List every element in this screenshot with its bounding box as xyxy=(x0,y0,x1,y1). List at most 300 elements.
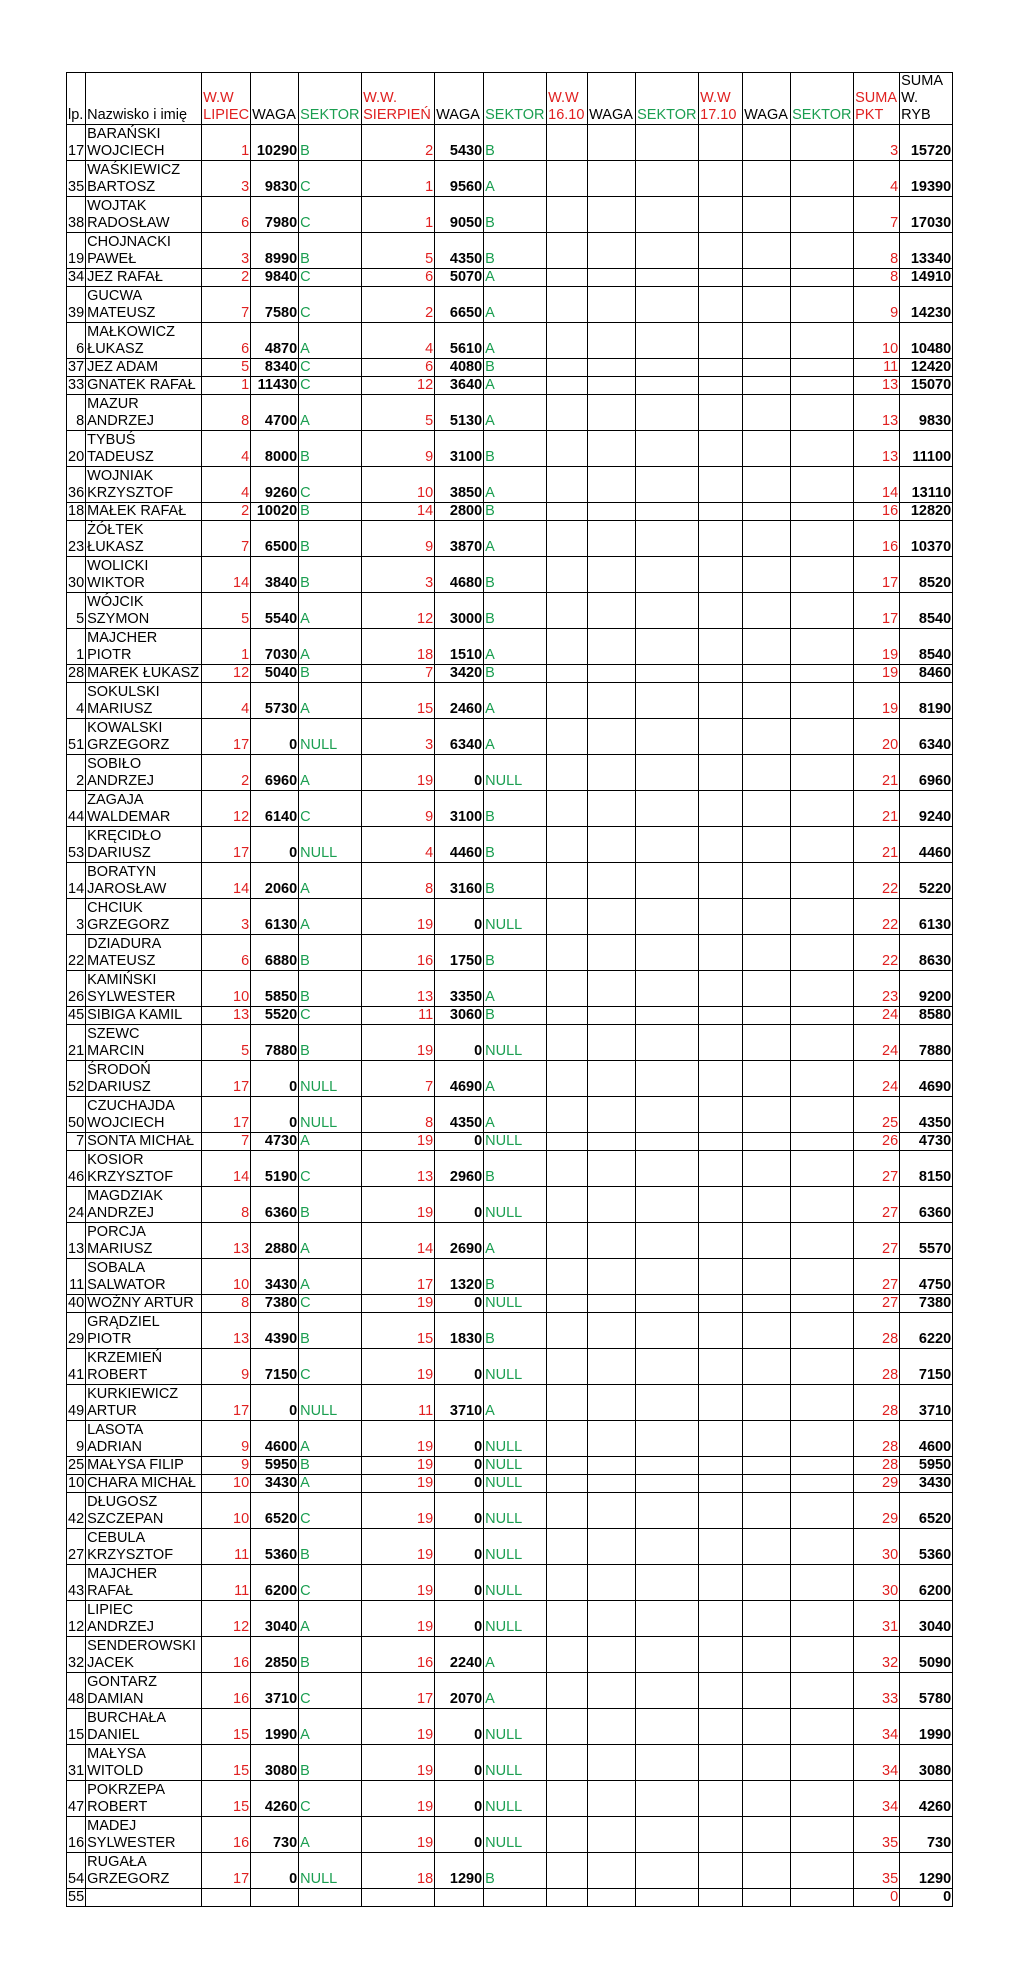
name-cell: KRZEMIEŃ ROBERT xyxy=(86,1349,202,1385)
suma-pkt-cell: 33 xyxy=(854,1673,900,1709)
lp-cell: 32 xyxy=(67,1637,86,1673)
suma-ryb-cell: 6130 xyxy=(900,899,953,935)
sektor-2-cell: A xyxy=(484,971,547,1007)
table-row xyxy=(67,1493,953,1529)
lp-cell: 28 xyxy=(68,665,85,681)
waga-1-cell: 3080 xyxy=(251,1745,299,1781)
ww-sierpien-cell: 5 xyxy=(362,395,435,431)
lp-cell: 13 xyxy=(67,1223,86,1259)
waga-4-cell xyxy=(743,629,791,665)
ww-1610-cell xyxy=(547,1745,588,1781)
ww-1610-cell xyxy=(547,935,588,971)
sektor-1-cell: C xyxy=(299,1493,362,1529)
col-waga-4: WAGA xyxy=(743,73,791,125)
sektor-3-cell xyxy=(636,395,699,431)
sektor-1-cell: B xyxy=(299,935,362,971)
ww-1710-cell xyxy=(699,971,743,1007)
name-cell: SOKULSKI MARIUSZ xyxy=(86,683,202,719)
suma-ryb-cell: 6340 xyxy=(900,719,953,755)
waga-4-cell xyxy=(743,1133,791,1151)
ww-lipiec-cell: 17 xyxy=(202,719,251,755)
name-cell: CZUCHAJDA WOJCIECH xyxy=(86,1097,202,1133)
name-cell: MAJCHER RAFAŁ xyxy=(86,1565,202,1601)
ww-lipiec-cell: 17 xyxy=(202,1385,251,1421)
waga-4-cell xyxy=(743,1493,791,1529)
sektor-1-cell: B xyxy=(299,1025,362,1061)
sektor-3-cell xyxy=(636,359,699,377)
ww-1710-cell xyxy=(699,1853,743,1889)
waga-3-cell xyxy=(588,1601,636,1637)
ww-lipiec-cell: 15 xyxy=(202,1781,251,1817)
ww-lipiec-cell: 15 xyxy=(202,1745,251,1781)
ww-1710-cell xyxy=(699,755,743,791)
suma-pkt-cell: 30 xyxy=(854,1565,900,1601)
sektor-4-cell xyxy=(791,1475,854,1493)
table-row xyxy=(67,1151,953,1187)
waga-1-cell: 9260 xyxy=(251,467,299,503)
ww-1610-cell xyxy=(547,899,588,935)
waga-3-cell xyxy=(588,1007,636,1025)
suma-pkt-cell: 28 xyxy=(854,1457,900,1475)
sektor-4-cell xyxy=(791,1673,854,1709)
name-cell: SOBIŁO ANDRZEJ xyxy=(86,755,202,791)
sektor-2-cell: A xyxy=(484,323,547,359)
suma-ryb-cell: 1990 xyxy=(900,1709,953,1745)
lp-cell: 26 xyxy=(67,971,86,1007)
lp-cell: 34 xyxy=(68,269,85,285)
sektor-4-cell xyxy=(791,503,854,521)
waga-4-cell xyxy=(743,863,791,899)
sektor-1-cell: A xyxy=(299,863,362,899)
lp-cell: 49 xyxy=(67,1385,86,1421)
sektor-1-cell: C xyxy=(299,791,362,827)
name-cell: DZIADURA MATEUSZ xyxy=(86,935,202,971)
suma-ryb-cell: 9200 xyxy=(900,971,953,1007)
col-name: Nazwisko i imię xyxy=(86,73,202,125)
sektor-3-cell xyxy=(636,791,699,827)
ww-sierpien-cell: 3 xyxy=(362,719,435,755)
waga-3-cell xyxy=(588,1493,636,1529)
sektor-4-cell xyxy=(791,935,854,971)
lp-cell: 6 xyxy=(67,323,86,359)
sektor-4-cell xyxy=(791,1097,854,1133)
lp-cell: 21 xyxy=(67,1025,86,1061)
waga-4-cell xyxy=(743,683,791,719)
sektor-3-cell xyxy=(636,1007,699,1025)
ww-lipiec-cell: 12 xyxy=(202,665,251,683)
sektor-3-cell xyxy=(636,1259,699,1295)
waga-3-cell xyxy=(588,1295,636,1313)
suma-pkt-cell: 27 xyxy=(854,1151,900,1187)
waga-2-cell: 0 xyxy=(435,755,484,791)
sektor-4-cell xyxy=(791,233,854,269)
ww-1610-cell xyxy=(547,1853,588,1889)
lp-cell: 47 xyxy=(67,1781,86,1817)
waga-1-cell: 7380 xyxy=(251,1295,299,1313)
suma-ryb-cell: 8520 xyxy=(900,557,953,593)
sektor-4-cell xyxy=(791,755,854,791)
ww-lipiec-cell: 9 xyxy=(202,1349,251,1385)
waga-1-cell: 6880 xyxy=(251,935,299,971)
waga-1-cell: 0 xyxy=(251,1853,299,1889)
ww-1610-cell xyxy=(547,431,588,467)
ww-1710-cell xyxy=(699,593,743,629)
sektor-1-cell: A xyxy=(299,899,362,935)
ww-1710-cell xyxy=(699,1889,743,1907)
lp-cell: 35 xyxy=(67,161,86,197)
table-row xyxy=(67,1565,953,1601)
suma-pkt-cell: 14 xyxy=(854,467,900,503)
waga-1-cell: 8340 xyxy=(251,359,299,377)
ww-sierpien-cell: 19 xyxy=(362,1187,435,1223)
col-waga-3: WAGA xyxy=(588,73,636,125)
waga-2-cell: 2240 xyxy=(435,1637,484,1673)
table-row xyxy=(67,1259,953,1295)
lp-cell: 41 xyxy=(67,1349,86,1385)
waga-1-cell: 6140 xyxy=(251,791,299,827)
ww-1710-cell xyxy=(699,1457,743,1475)
lp-cell: 3 xyxy=(67,899,86,935)
sektor-3-cell xyxy=(636,1295,699,1313)
lp-cell: 2 xyxy=(67,755,86,791)
sektor-2-cell: B xyxy=(484,1259,547,1295)
ww-1610-cell xyxy=(547,1493,588,1529)
ww-sierpien-cell: 10 xyxy=(362,467,435,503)
name-cell: GNATEK RAFAŁ xyxy=(86,377,202,395)
waga-2-cell: 5070 xyxy=(435,269,484,287)
table-row xyxy=(67,1853,953,1889)
ww-1710-cell xyxy=(699,377,743,395)
ww-lipiec-cell: 4 xyxy=(202,683,251,719)
ww-sierpien-cell: 19 xyxy=(362,1709,435,1745)
ww-lipiec-cell: 6 xyxy=(202,935,251,971)
ww-sierpien-cell: 15 xyxy=(362,1313,435,1349)
ww-lipiec-cell: 6 xyxy=(202,197,251,233)
waga-1-cell: 4390 xyxy=(251,1313,299,1349)
sektor-4-cell xyxy=(791,719,854,755)
waga-4-cell xyxy=(743,1475,791,1493)
suma-pkt-cell: 28 xyxy=(854,1313,900,1349)
ww-1610-cell xyxy=(547,827,588,863)
ww-sierpien-cell: 19 xyxy=(362,755,435,791)
ww-sierpien-cell: 3 xyxy=(362,557,435,593)
sektor-1-cell: NULL xyxy=(299,1385,362,1421)
sektor-3-cell xyxy=(636,683,699,719)
lp-cell: 1 xyxy=(67,629,86,665)
ww-1710-cell xyxy=(699,1475,743,1493)
waga-1-cell: 5540 xyxy=(251,593,299,629)
name-cell: MAZUR ANDRZEJ xyxy=(86,395,202,431)
sektor-4-cell xyxy=(791,899,854,935)
ww-lipiec-cell: 2 xyxy=(202,503,251,521)
waga-4-cell xyxy=(743,125,791,161)
ww-1710-cell xyxy=(699,1151,743,1187)
sektor-4-cell xyxy=(791,197,854,233)
name-cell: KURKIEWICZ ARTUR xyxy=(86,1385,202,1421)
ww-lipiec-cell: 1 xyxy=(202,629,251,665)
ww-1610-cell xyxy=(547,719,588,755)
sektor-2-cell: B xyxy=(484,431,547,467)
waga-4-cell xyxy=(743,1457,791,1475)
ww-1610-cell xyxy=(547,863,588,899)
table-row xyxy=(67,1889,953,1907)
name-cell: POKRZEPA ROBERT xyxy=(86,1781,202,1817)
suma-ryb-cell: 5950 xyxy=(900,1457,953,1475)
ww-sierpien-cell: 1 xyxy=(362,197,435,233)
table-row xyxy=(67,1097,953,1133)
waga-1-cell: 5520 xyxy=(251,1007,299,1025)
sektor-3-cell xyxy=(636,161,699,197)
sektor-4-cell xyxy=(791,395,854,431)
ww-sierpien-cell: 8 xyxy=(362,863,435,899)
sektor-2-cell: NULL xyxy=(484,1529,547,1565)
waga-3-cell xyxy=(588,1259,636,1295)
waga-4-cell xyxy=(743,665,791,683)
sektor-2-cell xyxy=(484,1889,547,1907)
ww-sierpien-cell: 14 xyxy=(362,1223,435,1259)
ww-lipiec-cell: 15 xyxy=(202,1709,251,1745)
waga-3-cell xyxy=(588,665,636,683)
name-cell: MAJCHER PIOTR xyxy=(86,629,202,665)
sektor-1-cell: A xyxy=(299,395,362,431)
col-suma-ryb: SUMA W. RYB xyxy=(900,73,953,125)
waga-2-cell: 0 xyxy=(435,1421,484,1457)
sektor-3-cell xyxy=(636,1853,699,1889)
ww-1610-cell xyxy=(547,1673,588,1709)
suma-pkt-cell: 21 xyxy=(854,791,900,827)
waga-4-cell xyxy=(743,557,791,593)
sektor-3-cell xyxy=(636,1565,699,1601)
ww-sierpien-cell: 6 xyxy=(362,359,435,377)
waga-4-cell xyxy=(743,1529,791,1565)
sektor-2-cell: NULL xyxy=(484,899,547,935)
suma-ryb-cell: 8540 xyxy=(900,593,953,629)
waga-4-cell xyxy=(743,395,791,431)
suma-ryb-cell: 8150 xyxy=(900,1151,953,1187)
waga-1-cell: 7980 xyxy=(251,197,299,233)
ww-lipiec-cell: 2 xyxy=(202,269,251,287)
name-cell: SONTA MICHAŁ xyxy=(86,1133,202,1151)
sektor-3-cell xyxy=(636,1889,699,1907)
table-row xyxy=(67,1223,953,1259)
waga-4-cell xyxy=(743,1673,791,1709)
name-cell: MAŁKOWICZ ŁUKASZ xyxy=(86,323,202,359)
waga-4-cell xyxy=(743,1745,791,1781)
suma-pkt-cell: 34 xyxy=(854,1781,900,1817)
ww-1710-cell xyxy=(699,719,743,755)
ww-1710-cell xyxy=(699,1709,743,1745)
sektor-4-cell xyxy=(791,431,854,467)
ww-sierpien-cell: 17 xyxy=(362,1673,435,1709)
name-cell: ŚRODOŃ DARIUSZ xyxy=(86,1061,202,1097)
ww-lipiec-cell: 13 xyxy=(202,1313,251,1349)
suma-pkt-cell: 16 xyxy=(854,503,900,521)
suma-ryb-cell: 6960 xyxy=(900,755,953,791)
suma-ryb-cell: 7150 xyxy=(900,1349,953,1385)
suma-ryb-cell: 8190 xyxy=(900,683,953,719)
ww-sierpien-cell: 13 xyxy=(362,1151,435,1187)
table-row xyxy=(67,1025,953,1061)
suma-ryb-cell: 4750 xyxy=(900,1259,953,1295)
sektor-3-cell xyxy=(636,1529,699,1565)
ww-sierpien-cell: 11 xyxy=(362,1007,435,1025)
sektor-4-cell xyxy=(791,1565,854,1601)
sektor-1-cell: NULL xyxy=(299,1853,362,1889)
waga-2-cell: 5610 xyxy=(435,323,484,359)
sektor-1-cell: C xyxy=(299,197,362,233)
sektor-4-cell xyxy=(791,161,854,197)
waga-3-cell xyxy=(588,1817,636,1853)
ww-1710-cell xyxy=(699,1295,743,1313)
lp-cell: 17 xyxy=(67,125,86,161)
suma-ryb-cell: 3710 xyxy=(900,1385,953,1421)
sektor-4-cell xyxy=(791,323,854,359)
ww-1710-cell xyxy=(699,1637,743,1673)
sektor-3-cell xyxy=(636,1223,699,1259)
waga-2-cell: 3060 xyxy=(435,1007,484,1025)
ww-lipiec-cell: 12 xyxy=(202,1601,251,1637)
ww-sierpien-cell: 11 xyxy=(362,1385,435,1421)
sektor-4-cell xyxy=(791,1745,854,1781)
ww-1610-cell xyxy=(547,269,588,287)
ww-1710-cell xyxy=(699,935,743,971)
sektor-2-cell: NULL xyxy=(484,1475,547,1493)
sektor-4-cell xyxy=(791,683,854,719)
sektor-2-cell: B xyxy=(484,125,547,161)
sektor-1-cell: A xyxy=(299,1475,362,1493)
ww-1610-cell xyxy=(547,1061,588,1097)
col-ww-lipiec: W.W LIPIEC xyxy=(202,73,251,125)
waga-4-cell xyxy=(743,1565,791,1601)
name-cell: BARAŃSKI WOJCIECH xyxy=(86,125,202,161)
name-cell: KOSIOR KRZYSZTOF xyxy=(86,1151,202,1187)
ww-1610-cell xyxy=(547,971,588,1007)
sektor-4-cell xyxy=(791,1223,854,1259)
ww-1610-cell xyxy=(547,1187,588,1223)
waga-2-cell: 3870 xyxy=(435,521,484,557)
ww-sierpien-cell: 2 xyxy=(362,287,435,323)
ww-1710-cell xyxy=(699,233,743,269)
sektor-3-cell xyxy=(636,1151,699,1187)
sektor-2-cell: NULL xyxy=(484,755,547,791)
suma-ryb-cell: 8630 xyxy=(900,935,953,971)
ww-1710-cell xyxy=(699,269,743,287)
table-row xyxy=(67,1475,953,1493)
suma-pkt-cell: 7 xyxy=(854,197,900,233)
sektor-2-cell: NULL xyxy=(484,1349,547,1385)
waga-2-cell: 0 xyxy=(435,1709,484,1745)
ww-sierpien-cell: 1 xyxy=(362,161,435,197)
suma-ryb-cell: 5780 xyxy=(900,1673,953,1709)
sektor-4-cell xyxy=(791,1529,854,1565)
sektor-1-cell: B xyxy=(299,1313,362,1349)
sektor-4-cell xyxy=(791,1493,854,1529)
name-cell: GRĄDZIEL PIOTR xyxy=(86,1313,202,1349)
waga-1-cell: 4870 xyxy=(251,323,299,359)
lp-cell: 42 xyxy=(67,1493,86,1529)
waga-3-cell xyxy=(588,377,636,395)
waga-2-cell: 3000 xyxy=(435,593,484,629)
waga-4-cell xyxy=(743,827,791,863)
sektor-1-cell: A xyxy=(299,1601,362,1637)
waga-3-cell xyxy=(588,1313,636,1349)
suma-ryb-cell: 730 xyxy=(900,1817,953,1853)
ww-1710-cell xyxy=(699,287,743,323)
waga-2-cell: 0 xyxy=(435,1457,484,1475)
waga-2-cell: 0 xyxy=(435,1187,484,1223)
suma-ryb-cell: 3040 xyxy=(900,1601,953,1637)
suma-ryb-cell: 0 xyxy=(900,1889,953,1907)
ww-1610-cell xyxy=(547,593,588,629)
waga-4-cell xyxy=(743,755,791,791)
waga-3-cell xyxy=(588,629,636,665)
ww-sierpien-cell: 16 xyxy=(362,935,435,971)
suma-pkt-cell: 27 xyxy=(854,1187,900,1223)
sektor-1-cell: C xyxy=(299,377,362,395)
waga-3-cell xyxy=(588,1565,636,1601)
sektor-2-cell: B xyxy=(484,1853,547,1889)
sektor-3-cell xyxy=(636,269,699,287)
table-row xyxy=(67,899,953,935)
waga-2-cell: 0 xyxy=(435,1529,484,1565)
waga-3-cell xyxy=(588,827,636,863)
lp-cell: 15 xyxy=(67,1709,86,1745)
ww-1710-cell xyxy=(699,1781,743,1817)
sektor-1-cell: A xyxy=(299,1133,362,1151)
suma-pkt-cell: 34 xyxy=(854,1709,900,1745)
waga-2-cell: 5130 xyxy=(435,395,484,431)
ww-1610-cell xyxy=(547,287,588,323)
ww-1710-cell xyxy=(699,161,743,197)
sektor-1-cell: B xyxy=(299,431,362,467)
col-waga-2: WAGA xyxy=(435,73,484,125)
sektor-2-cell: B xyxy=(484,935,547,971)
sektor-4-cell xyxy=(791,557,854,593)
sektor-2-cell: B xyxy=(484,557,547,593)
name-cell: SOBALA SALWATOR xyxy=(86,1259,202,1295)
sektor-1-cell: B xyxy=(299,1187,362,1223)
table-row xyxy=(67,1007,953,1025)
sektor-4-cell xyxy=(791,125,854,161)
ww-lipiec-cell: 2 xyxy=(202,755,251,791)
table-row xyxy=(67,827,953,863)
sektor-3-cell xyxy=(636,377,699,395)
ww-1610-cell xyxy=(547,323,588,359)
lp-cell: 22 xyxy=(67,935,86,971)
lp-cell: 8 xyxy=(67,395,86,431)
table-row xyxy=(67,1187,953,1223)
suma-ryb-cell: 12420 xyxy=(900,359,953,377)
ww-1710-cell xyxy=(699,125,743,161)
waga-1-cell: 11430 xyxy=(251,377,299,395)
lp-cell: 51 xyxy=(67,719,86,755)
suma-pkt-cell: 4 xyxy=(854,161,900,197)
name-cell: MAŁYSA FILIP xyxy=(86,1457,202,1475)
ww-sierpien-cell: 19 xyxy=(362,1133,435,1151)
name-cell: KOWALSKI GRZEGORZ xyxy=(86,719,202,755)
waga-4-cell xyxy=(743,1007,791,1025)
name-cell: WAŚKIEWICZ BARTOSZ xyxy=(86,161,202,197)
waga-2-cell xyxy=(435,1889,484,1907)
sektor-4-cell xyxy=(791,1349,854,1385)
ww-lipiec-cell: 12 xyxy=(202,791,251,827)
sektor-4-cell xyxy=(791,359,854,377)
sektor-1-cell: NULL xyxy=(299,1097,362,1133)
waga-3-cell xyxy=(588,935,636,971)
suma-ryb-cell: 12820 xyxy=(900,503,953,521)
ww-sierpien-cell: 19 xyxy=(362,1493,435,1529)
waga-3-cell xyxy=(588,1709,636,1745)
